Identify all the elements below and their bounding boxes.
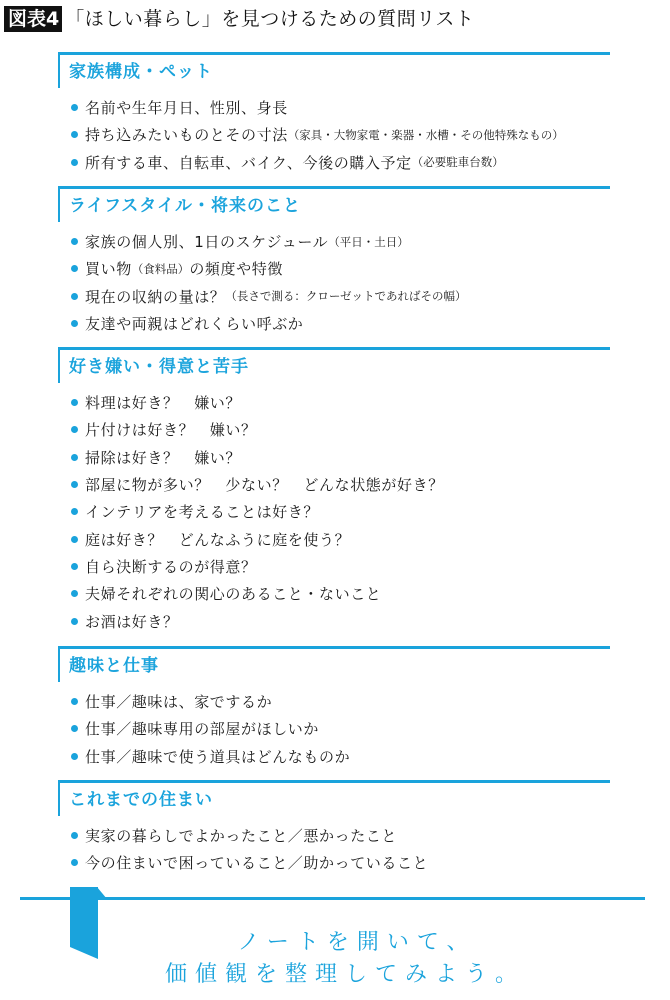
list-item: [71, 580, 444, 607]
item-text: 自ら決断するのが得意？: [85, 557, 257, 576]
bullet-icon: [71, 131, 78, 138]
section-top-rule: [58, 186, 610, 189]
list-item: [71, 255, 466, 282]
list-item: [71, 444, 444, 471]
list-item: [71, 849, 428, 876]
footer-message-line1: ノートを開いて、: [237, 930, 477, 955]
item-note: （必要駐車台数）: [411, 155, 504, 170]
list-item: [71, 389, 444, 416]
item-text: 庭は好き？ どんなふうに庭を使う？: [85, 530, 351, 549]
item-note: （家具・大物家電・楽器・水槽・その他特殊なもの）: [287, 127, 564, 142]
list-item: [71, 715, 350, 742]
item-note: （長さで測る：クローゼットであればその幅）: [225, 289, 467, 304]
item-text: お酒は好き？: [85, 612, 179, 631]
item-text: 友達や両親はどれくらい呼ぶか: [85, 315, 304, 334]
bullet-icon: [71, 238, 78, 245]
footer-rule: [20, 897, 645, 900]
item-text: 仕事／趣味で使う道具はどんなものか: [85, 747, 351, 766]
item-note: （平日・土日）: [328, 234, 409, 249]
bullet-icon: [71, 563, 78, 570]
bullet-icon: [71, 399, 78, 406]
figure-label: 図表4: [4, 6, 62, 32]
item-text: 実家の暮らしでよかったこと／悪かったこと: [85, 827, 398, 846]
section-header: 好き嫌い・得意と苦手: [69, 357, 249, 377]
section-left-rule: [58, 186, 60, 222]
section-header: 趣味と仕事: [69, 656, 159, 676]
list-item: [71, 525, 444, 552]
bullet-icon: [71, 481, 78, 488]
bullet-icon: [71, 536, 78, 543]
question-list: [71, 389, 444, 635]
item-text: 料理は好き？ 嫌い？: [85, 394, 242, 413]
figure-title: 「ほしい暮らし」を見つけるための質問リスト: [65, 8, 475, 30]
bullet-icon: [71, 725, 78, 732]
item-text: 持ち込みたいものとその寸法: [85, 126, 288, 145]
section-header: これまでの住まい: [69, 790, 213, 810]
section-top-rule: [58, 52, 610, 55]
list-item: [71, 228, 466, 255]
question-list: [71, 688, 350, 770]
section-top-rule: [58, 780, 610, 783]
section-header: 家族構成・ペット: [69, 62, 213, 82]
list-item: [71, 498, 444, 525]
bullet-icon: [71, 104, 78, 111]
item-text: 夫婦それぞれの関心のあること・ないこと: [85, 585, 382, 604]
item-text: 仕事／趣味は、家でするか: [85, 693, 273, 712]
bullet-icon: [71, 753, 78, 760]
list-item: [71, 688, 350, 715]
bullet-icon: [71, 618, 78, 625]
item-text: 所有する車、自転車、バイク、今後の購入予定: [85, 153, 412, 172]
item-text: インテリアを考えることは好き？: [85, 503, 320, 522]
footer-message-line2: 価値観を整理してみよう。: [164, 962, 525, 987]
list-item: [71, 553, 444, 580]
bookmark-fold-icon: [97, 887, 107, 899]
section-left-rule: [58, 347, 60, 383]
question-list: [71, 94, 564, 176]
bullet-icon: [71, 698, 78, 705]
item-text: 掃除は好き？ 嫌い？: [85, 448, 242, 467]
item-text: 部屋に物が多い？ 少ない？ どんな状態が好き？: [85, 476, 444, 495]
section-left-rule: [58, 52, 60, 88]
section-header: ライフスタイル・将来のこと: [69, 196, 301, 216]
list-item: [71, 743, 350, 770]
bullet-icon: [71, 508, 78, 515]
item-text-after: の頻度や特徴: [189, 260, 283, 279]
item-note: （食料品）: [131, 261, 190, 276]
bullet-icon: [71, 590, 78, 597]
item-text: 買い物: [85, 260, 132, 279]
section-top-rule: [58, 646, 610, 649]
section-top-rule: [58, 347, 610, 350]
list-item: [71, 310, 466, 337]
question-list: [71, 228, 466, 337]
list-item: [71, 283, 466, 310]
item-text: 家族の個人別、1日のスケジュール: [85, 233, 329, 252]
bullet-icon: [71, 426, 78, 433]
item-text: 仕事／趣味専用の部屋がほしいか: [85, 720, 320, 739]
bullet-icon: [71, 320, 78, 327]
bullet-icon: [71, 159, 78, 166]
item-text: 名前や生年月日、性別、身長: [85, 99, 288, 118]
bullet-icon: [71, 832, 78, 839]
list-item: [71, 121, 564, 148]
bullet-icon: [71, 265, 78, 272]
section-left-rule: [58, 780, 60, 816]
figure-title-row: [4, 5, 474, 33]
item-text: 片付けは好き？ 嫌い？: [85, 421, 257, 440]
list-item: [71, 416, 444, 443]
list-item: [71, 471, 444, 498]
list-item: [71, 607, 444, 634]
item-text: 今の住まいで困っていること／助かっていること: [85, 854, 429, 873]
list-item: [71, 149, 564, 176]
item-text: 現在の収納の量は？: [85, 287, 226, 306]
bullet-icon: [71, 859, 78, 866]
list-item: [71, 94, 564, 121]
list-item: [71, 822, 428, 849]
question-list: [71, 822, 428, 877]
section-left-rule: [58, 646, 60, 682]
bullet-icon: [71, 293, 78, 300]
bullet-icon: [71, 454, 78, 461]
